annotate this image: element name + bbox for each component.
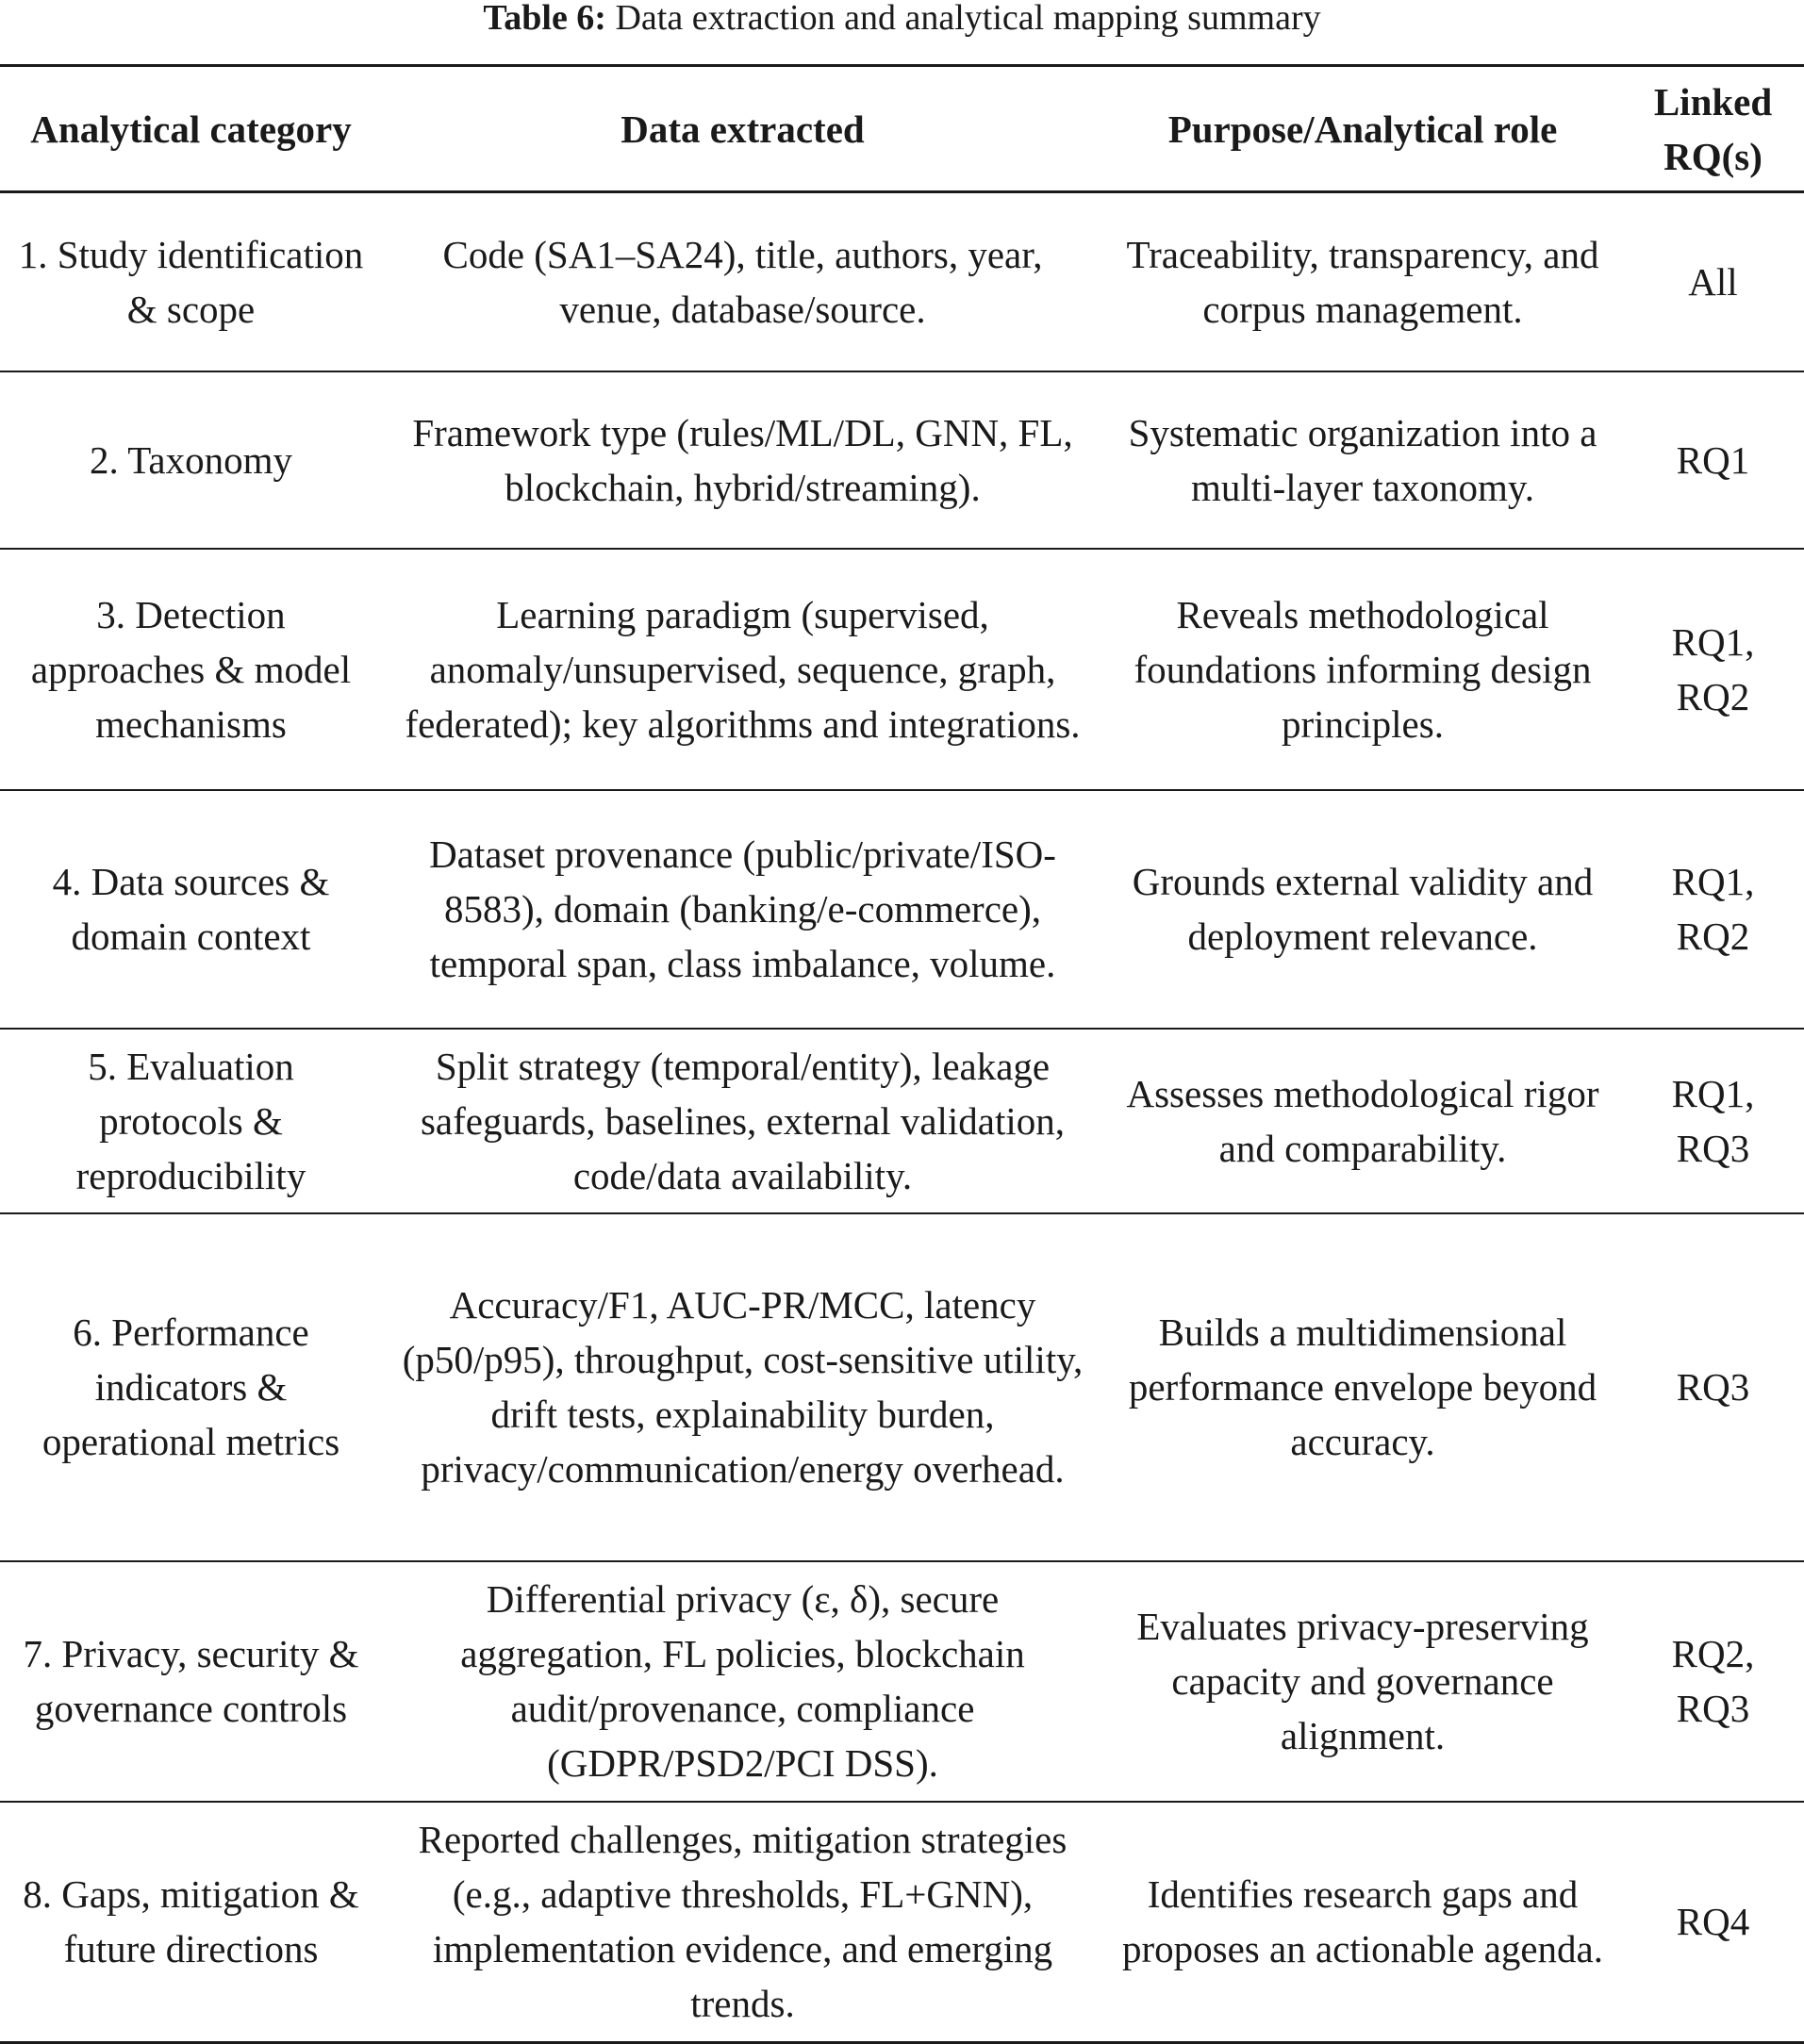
cell-data: Code (SA1–SA24), title, authors, year, venue, database/source.	[442, 232, 1043, 331]
cell-category: 6. Performance indicators & operational metrics	[41, 1310, 340, 1463]
table-row	[0, 192, 1804, 371]
table-row	[0, 1029, 1804, 1213]
cell-rq: RQ1, RQ2	[1671, 619, 1755, 718]
cell-data: Framework type (rules/ML/DL, GNN, FL, blockchain, hybrid/streaming).	[412, 410, 1073, 509]
table-row	[0, 790, 1804, 1029]
cell-category: 8. Gaps, mitigation & future directions	[23, 1872, 359, 1971]
cell-rq: All	[1688, 259, 1738, 304]
cell-category: 2. Taxonomy	[89, 437, 293, 482]
cell-purpose: Assesses methodological rigor and comparability.	[1126, 1071, 1599, 1170]
data-extraction-table	[0, 64, 1804, 2044]
cell-purpose: Systematic organization into a multi-layer taxonomy.	[1128, 410, 1597, 509]
cell-data: Dataset provenance (public/private/ISO-8583), domain (banking/e-commerce), temporal span, class imbalance, volume.	[429, 832, 1056, 985]
cell-purpose: Identifies research gaps and proposes an actionable agenda.	[1121, 1872, 1604, 1971]
cell-data: Differential privacy (ε, δ), secure aggregation, FL policies, blockchain audit/provenance, compliance (GDPR/PSD2/PCI DSS).	[460, 1577, 1025, 1785]
cell-rq: RQ3	[1676, 1365, 1750, 1409]
cell-data: Accuracy/F1, AUC-PR/MCC, latency (p50/p95), throughput, cost-sensitive utility, drift tests, explainability burden, privacy/communication/energy overhead.	[402, 1283, 1084, 1491]
cell-purpose: Evaluates privacy-preserving capacity and governance alignment.	[1136, 1605, 1589, 1757]
cell-purpose: Builds a multidimensional performance envelope beyond accuracy.	[1128, 1310, 1597, 1463]
cell-rq: RQ1, RQ2	[1671, 860, 1755, 958]
caption-text: Data extraction and analytical mapping summary	[605, 0, 1321, 38]
header-linked-rq: Linked RQ(s)	[1622, 66, 1804, 192]
cell-rq: RQ1, RQ3	[1671, 1071, 1755, 1170]
table-row	[0, 371, 1804, 549]
cell-category: 4. Data sources & domain context	[52, 860, 330, 958]
cell-rq: RQ1	[1676, 437, 1750, 482]
cell-data: Reported challenges, mitigation strategies (e.g., adaptive thresholds, FL+GNN), implementation evidence, and emerging trends.	[418, 1818, 1068, 2026]
cell-purpose: Grounds external validity and deployment relevance.	[1132, 860, 1594, 958]
cell-data: Split strategy (temporal/entity), leakage safeguards, baselines, external validation, code/data availability.	[420, 1044, 1066, 1197]
header-row	[0, 66, 1804, 192]
table-row	[0, 1802, 1804, 2043]
caption-label: Table 6:	[483, 0, 606, 38]
cell-data: Learning paradigm (supervised, anomaly/unsupervised, sequence, graph, federated); key algorithms and integrations.	[405, 592, 1081, 746]
cell-category: 5. Evaluation protocols & reproducibility	[75, 1044, 306, 1197]
table-row	[0, 549, 1804, 790]
header-data-extracted: Data extracted	[382, 66, 1103, 192]
cell-rq: RQ2, RQ3	[1671, 1632, 1755, 1730]
cell-category: 7. Privacy, security & governance controls	[23, 1632, 359, 1730]
cell-rq: RQ4	[1676, 1900, 1750, 1944]
table-row	[0, 1213, 1804, 1561]
table-caption	[0, 0, 1804, 40]
cell-category: 3. Detection approaches & model mechanisms	[30, 592, 352, 746]
header-purpose: Purpose/Analytical role	[1103, 66, 1622, 192]
cell-purpose: Reveals methodological foundations informing design principles.	[1134, 592, 1592, 746]
cell-category: 1. Study identification & scope	[18, 232, 364, 331]
header-analytical-category: Analytical category	[0, 66, 382, 192]
table-row	[0, 1561, 1804, 1802]
cell-purpose: Traceability, transparency, and corpus management.	[1126, 232, 1599, 331]
